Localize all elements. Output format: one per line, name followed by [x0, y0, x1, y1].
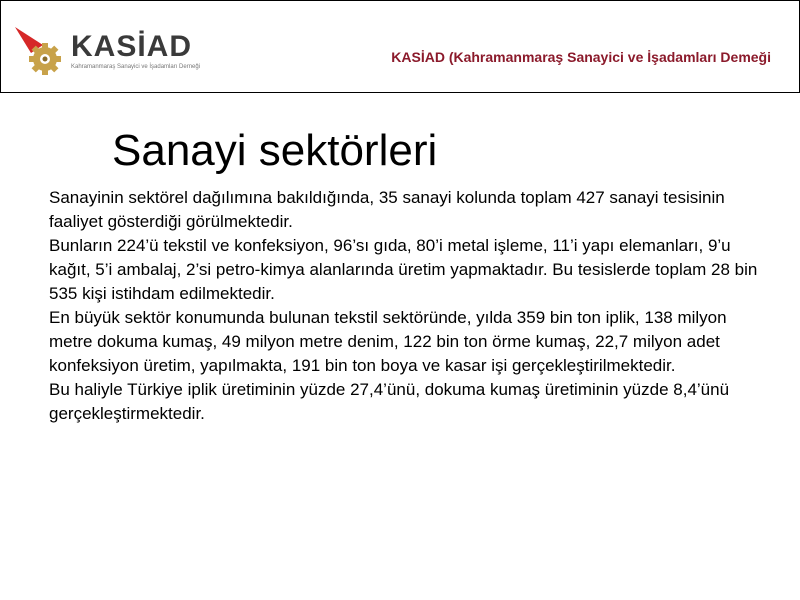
body-paragraph: Bunların 224’ü tekstil ve konfeksiyon, 96’sı gıda, 80’i metal işleme, 11’i yapı elemanları, 9’u kağıt, 5’i ambalaj, 2’si petro-kimya alanlarında üretim yapmaktadır. Bu tesislerde toplam 28 bin 535 kişi istihdam edilmektedir. — [49, 236, 758, 303]
header-bar — [0, 0, 800, 93]
logo-wordmark: KASİAD — [71, 30, 193, 63]
kasiad-logo — [13, 23, 223, 75]
logo-tagline: Kahramanmaraş Sanayici ve İşadamları Derneği — [71, 64, 201, 70]
body-paragraph: Sanayinin sektörel dağılımına bakıldığında, 35 sanayi kolunda toplam 427 sanayi tesisinin faaliyet gösterdiği görülmektedir. — [49, 188, 725, 231]
header-title: KASİAD (Kahramanmaraş Sanayici ve İşadamları Demeği — [391, 49, 771, 65]
body-paragraph: Bu haliyle Türkiye iplik üretiminin yüzde 27,4’ünü, dokuma kumaş üretiminin yüzde 8,4’ünü gerçekleştirmektedir. — [49, 380, 730, 423]
body-paragraph: En büyük sektör konumunda bulunan tekstil sektöründe, yılda 359 bin ton iplik, 138 milyon metre dokuma kumaş, 49 milyon metre denim, 122 bin ton örme kumaş, 22,7 milyon adet konfeksiyon üretim, yapılmakta, 191 bin ton boya ve kasar işi gerçekleştirilmektedir. — [49, 308, 727, 375]
slide-body — [49, 186, 769, 426]
gear-flag-icon — [13, 23, 69, 75]
slide-title: Sanayi sektörleri — [112, 126, 438, 175]
